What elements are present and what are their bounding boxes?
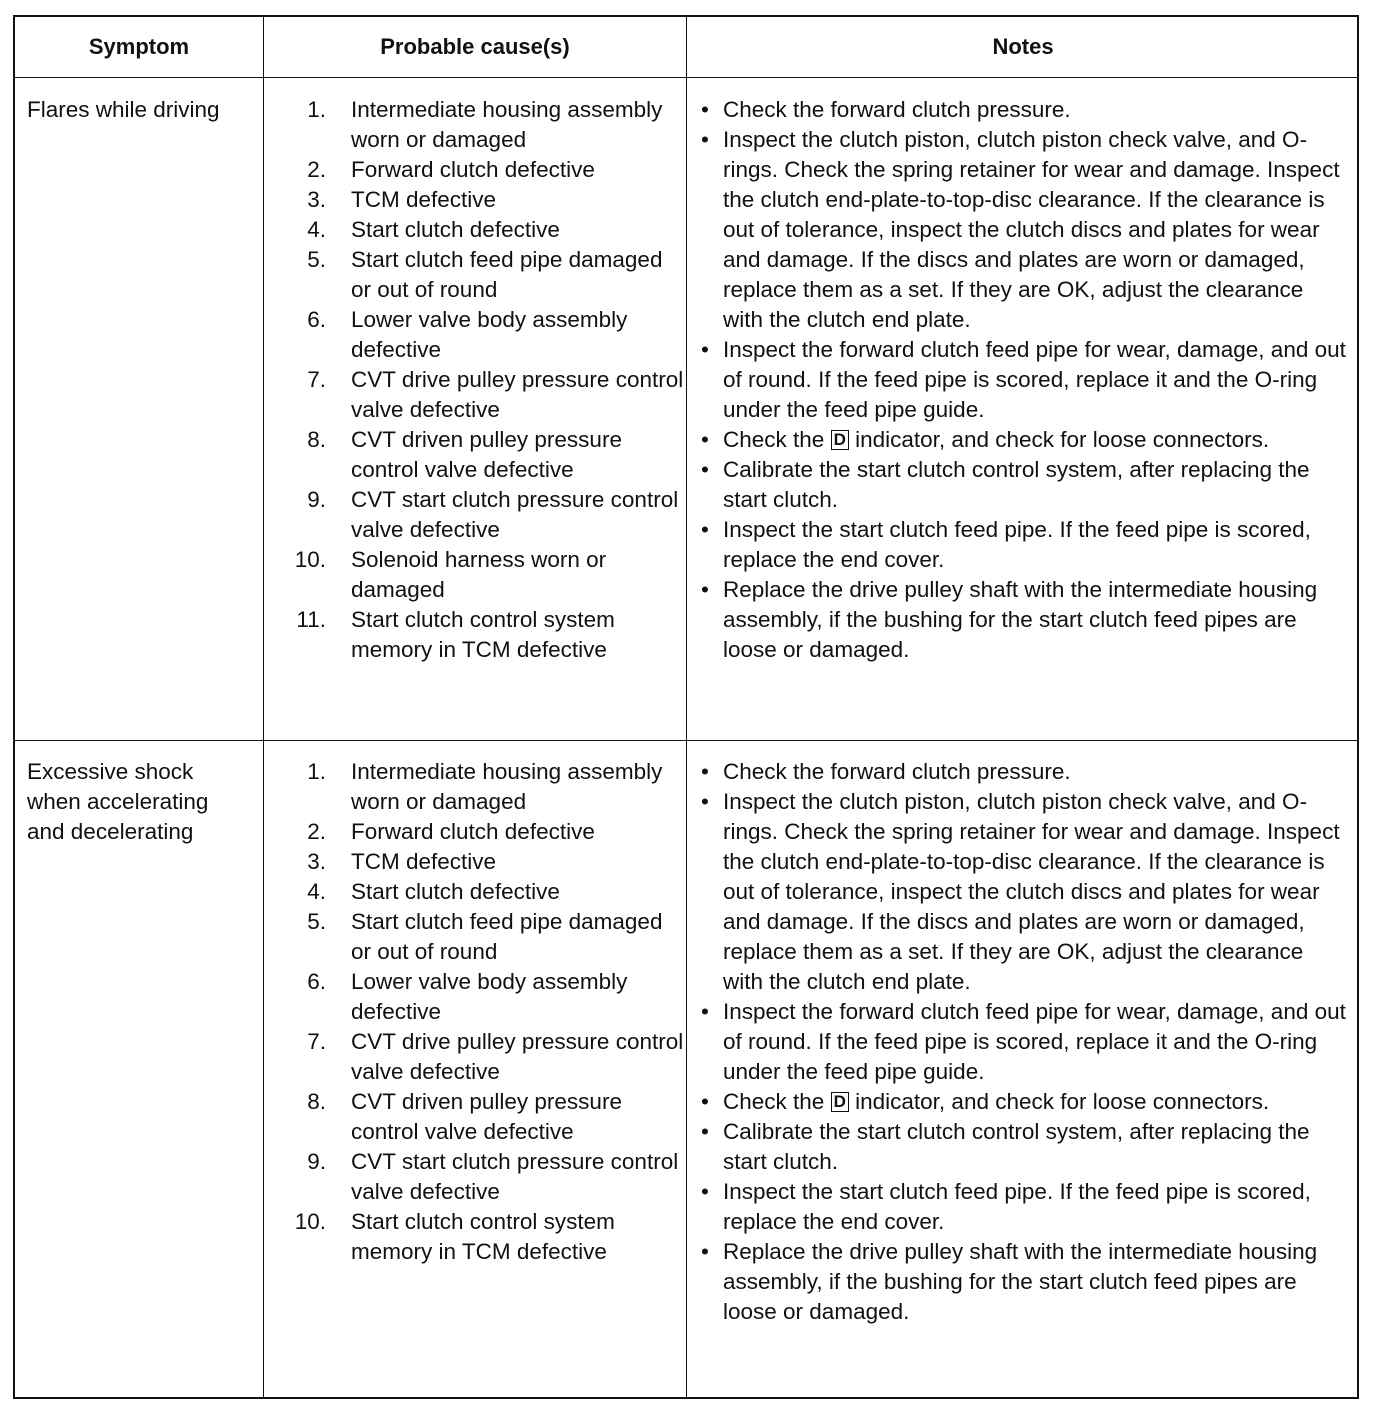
cause-item bbox=[273, 907, 685, 967]
cause-number: 9. bbox=[307, 1149, 326, 1174]
note-text: Check the forward clutch pressure. bbox=[723, 759, 1071, 784]
cause-text: Lower valve body assembly defective bbox=[351, 969, 628, 1024]
cause-text: Intermediate housing assembly worn or damaged bbox=[351, 759, 663, 814]
cause-item bbox=[273, 757, 685, 817]
cause-item bbox=[273, 545, 685, 605]
cause-text: CVT driven pulley pressure control valve defective bbox=[351, 427, 622, 482]
header-symptom: Symptom bbox=[88, 34, 190, 59]
cause-number: 7. bbox=[307, 1029, 326, 1054]
column-divider bbox=[263, 17, 264, 1397]
note-item bbox=[701, 335, 1349, 425]
header-divider bbox=[15, 77, 1357, 78]
cause-text: Forward clutch defective bbox=[351, 157, 595, 182]
note-item bbox=[701, 1177, 1349, 1237]
note-item bbox=[701, 787, 1349, 997]
bullet-icon: • bbox=[701, 427, 709, 452]
note-text: Check the bbox=[723, 427, 825, 452]
cause-text: CVT start clutch pressure control valve defective bbox=[351, 1149, 679, 1204]
cause-item bbox=[273, 95, 685, 155]
cause-number: 6. bbox=[307, 307, 326, 332]
cause-item bbox=[273, 1087, 685, 1147]
cause-item bbox=[273, 817, 685, 847]
cause-item bbox=[273, 967, 685, 1027]
row-notes bbox=[701, 757, 1349, 1327]
d-indicator-icon: D bbox=[831, 430, 849, 450]
note-item bbox=[701, 1087, 1349, 1117]
cause-number: 2. bbox=[307, 157, 326, 182]
cause-text: Start clutch feed pipe damaged or out of round bbox=[351, 247, 663, 302]
cause-text: Start clutch control system memory in TCM defective bbox=[351, 607, 615, 662]
cause-item bbox=[273, 185, 685, 215]
bullet-icon: • bbox=[701, 577, 709, 602]
bullet-icon: • bbox=[701, 1119, 709, 1144]
cause-item bbox=[273, 847, 685, 877]
cause-number: 7. bbox=[307, 367, 326, 392]
note-item bbox=[701, 515, 1349, 575]
cause-number: 11. bbox=[296, 607, 326, 632]
cause-text: Start clutch defective bbox=[351, 879, 560, 904]
cause-text: Start clutch feed pipe damaged or out of round bbox=[351, 909, 663, 964]
note-text: Check the forward clutch pressure. bbox=[723, 97, 1071, 122]
cause-number: 3. bbox=[307, 187, 326, 212]
cause-number: 5. bbox=[307, 247, 326, 272]
cause-item bbox=[273, 245, 685, 305]
cause-text: Intermediate housing assembly worn or damaged bbox=[351, 97, 663, 152]
note-item bbox=[701, 997, 1349, 1087]
note-item bbox=[701, 455, 1349, 515]
header-notes: Notes bbox=[992, 34, 1054, 59]
column-divider bbox=[686, 17, 687, 1397]
cause-number: 2. bbox=[307, 819, 326, 844]
row-causes bbox=[273, 95, 685, 665]
bullet-icon: • bbox=[701, 127, 709, 152]
note-text: Check the bbox=[723, 1089, 825, 1114]
cause-number: 8. bbox=[307, 1089, 326, 1114]
row-symptom: Flares while driving bbox=[27, 97, 220, 122]
note-text: Inspect the clutch piston, clutch piston check valve, and O-rings. Check the spring retainer for wear and damage. Inspect the clutch end-plate-to-top-disc clearance. If the clearance is out of tolerance, inspect the clutch discs and plates for wear and damage. If the discs and plates are worn or damaged, replace them as a set. If they are OK, adjust the clearance with the clutch end plate. bbox=[723, 127, 1340, 332]
bullet-icon: • bbox=[701, 517, 709, 542]
cause-number: 1. bbox=[307, 97, 326, 122]
note-item bbox=[701, 1117, 1349, 1177]
bullet-icon: • bbox=[701, 457, 709, 482]
cause-item bbox=[273, 215, 685, 245]
note-item bbox=[701, 95, 1349, 125]
cause-item bbox=[273, 425, 685, 485]
d-indicator-icon: D bbox=[831, 1092, 849, 1112]
cause-number: 5. bbox=[307, 909, 326, 934]
note-text: Inspect the start clutch feed pipe. If the feed pipe is scored, replace the end cover. bbox=[723, 1179, 1311, 1234]
note-text: Calibrate the start clutch control system, after replacing the start clutch. bbox=[723, 1119, 1310, 1174]
bullet-icon: • bbox=[701, 97, 709, 122]
note-item bbox=[701, 425, 1349, 455]
note-text: indicator, and check for loose connectors. bbox=[855, 1089, 1270, 1114]
row-symptom: Excessive shock when accelerating and decelerating bbox=[27, 759, 209, 844]
cause-number: 3. bbox=[307, 849, 326, 874]
note-item bbox=[701, 125, 1349, 335]
bullet-icon: • bbox=[701, 1179, 709, 1204]
cause-item bbox=[273, 877, 685, 907]
note-text: Inspect the clutch piston, clutch piston check valve, and O-rings. Check the spring retainer for wear and damage. Inspect the clutch end-plate-to-top-disc clearance. If the clearance is out of tolerance, inspect the clutch discs and plates for wear and damage. If the discs and plates are worn or damaged, replace them as a set. If they are OK, adjust the clearance with the clutch end plate. bbox=[723, 789, 1340, 994]
cause-text: Forward clutch defective bbox=[351, 819, 595, 844]
bullet-icon: • bbox=[701, 337, 709, 362]
row-divider bbox=[15, 740, 1357, 741]
cause-text: CVT drive pulley pressure control valve defective bbox=[351, 1029, 684, 1084]
cause-number: 8. bbox=[307, 427, 326, 452]
cause-item bbox=[273, 605, 685, 665]
row-causes bbox=[273, 757, 685, 1267]
cause-number: 10. bbox=[294, 1209, 326, 1234]
cause-number: 4. bbox=[307, 217, 326, 242]
causes-list bbox=[273, 757, 685, 1267]
cause-text: CVT start clutch pressure control valve defective bbox=[351, 487, 679, 542]
cause-number: 10. bbox=[294, 547, 326, 572]
note-item bbox=[701, 575, 1349, 665]
bullet-icon: • bbox=[701, 999, 709, 1024]
cause-item bbox=[273, 1027, 685, 1087]
cause-item bbox=[273, 1147, 685, 1207]
note-item bbox=[701, 1237, 1349, 1327]
cause-item bbox=[273, 1207, 685, 1267]
cause-item bbox=[273, 365, 685, 425]
cause-text: Lower valve body assembly defective bbox=[351, 307, 628, 362]
bullet-icon: • bbox=[701, 1239, 709, 1264]
cause-number: 6. bbox=[307, 969, 326, 994]
note-text: Inspect the forward clutch feed pipe for wear, damage, and out of round. If the feed pipe is scored, replace it and the O-ring under the feed pipe guide. bbox=[723, 999, 1346, 1084]
note-text: indicator, and check for loose connectors. bbox=[855, 427, 1270, 452]
cause-text: CVT driven pulley pressure control valve defective bbox=[351, 1089, 622, 1144]
cause-number: 1. bbox=[307, 759, 326, 784]
cause-number: 4. bbox=[307, 879, 326, 904]
notes-list bbox=[701, 757, 1349, 1327]
note-text: Inspect the start clutch feed pipe. If the feed pipe is scored, replace the end cover. bbox=[723, 517, 1311, 572]
cause-text: TCM defective bbox=[351, 187, 497, 212]
cause-number: 9. bbox=[307, 487, 326, 512]
note-text: Inspect the forward clutch feed pipe for wear, damage, and out of round. If the feed pipe is scored, replace it and the O-ring under the feed pipe guide. bbox=[723, 337, 1346, 422]
header-probable-causes: Probable cause(s) bbox=[380, 34, 570, 59]
note-text: Replace the drive pulley shaft with the intermediate housing assembly, if the bushing for the start clutch feed pipes are loose or damaged. bbox=[723, 577, 1318, 662]
bullet-icon: • bbox=[701, 789, 709, 814]
bullet-icon: • bbox=[701, 1089, 709, 1114]
bullet-icon: • bbox=[701, 759, 709, 784]
cause-text: CVT drive pulley pressure control valve defective bbox=[351, 367, 684, 422]
note-text: Calibrate the start clutch control system, after replacing the start clutch. bbox=[723, 457, 1310, 512]
cause-text: Start clutch control system memory in TCM defective bbox=[351, 1209, 615, 1264]
notes-list bbox=[701, 95, 1349, 665]
row-notes bbox=[701, 95, 1349, 665]
note-item bbox=[701, 757, 1349, 787]
cause-item bbox=[273, 485, 685, 545]
troubleshooting-table bbox=[13, 15, 1359, 1399]
cause-item bbox=[273, 155, 685, 185]
cause-text: Start clutch defective bbox=[351, 217, 560, 242]
cause-text: TCM defective bbox=[351, 849, 497, 874]
causes-list bbox=[273, 95, 685, 665]
note-text: Replace the drive pulley shaft with the intermediate housing assembly, if the bushing for the start clutch feed pipes are loose or damaged. bbox=[723, 1239, 1318, 1324]
cause-item bbox=[273, 305, 685, 365]
cause-text: Solenoid harness worn or damaged bbox=[351, 547, 607, 602]
